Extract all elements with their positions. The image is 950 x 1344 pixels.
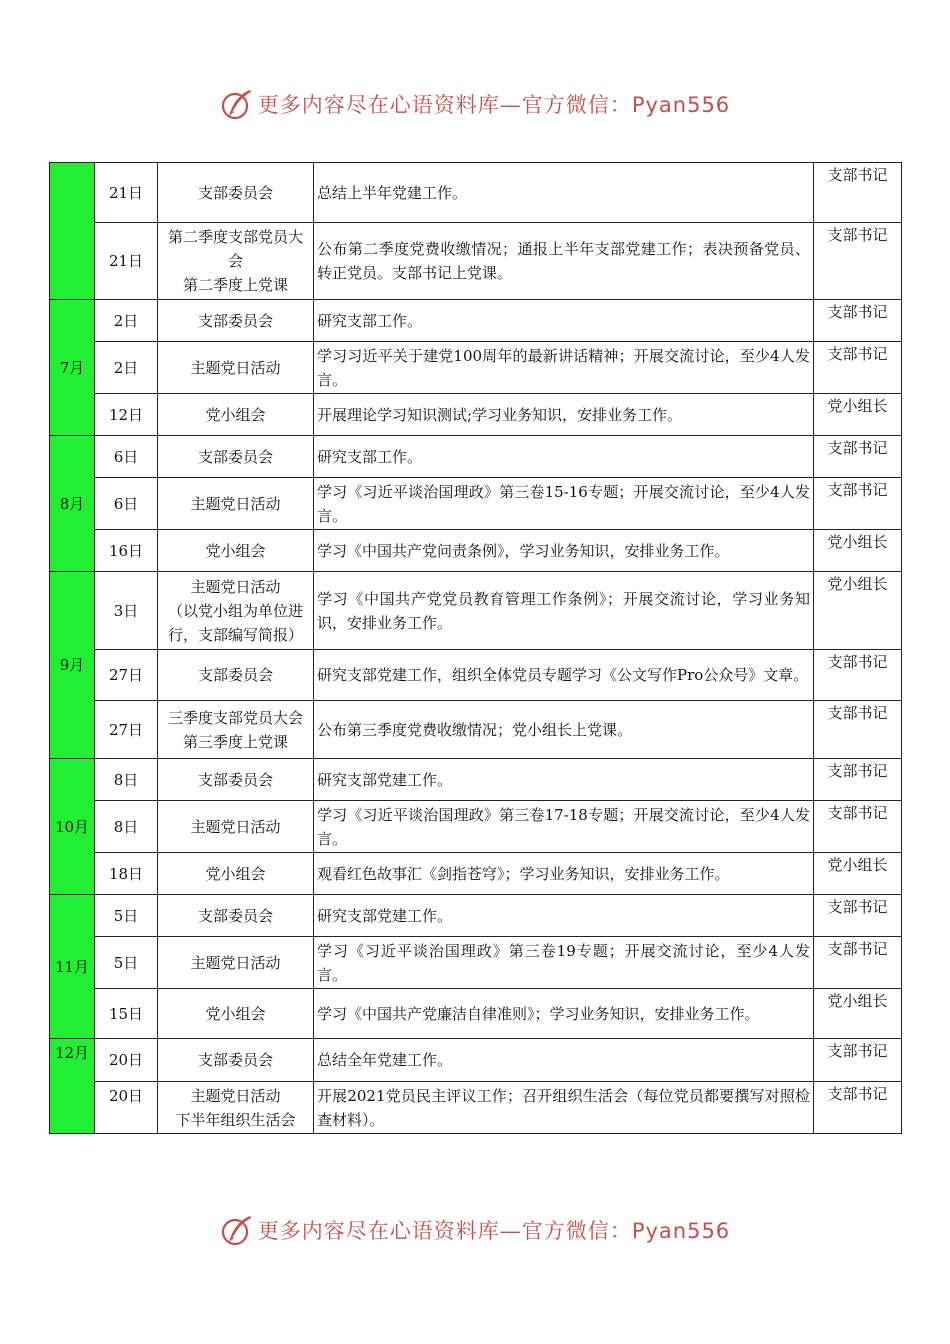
table-row (50, 572, 902, 650)
owner-cell: 党小组长 (814, 530, 902, 572)
owner-cell: 支部书记 (814, 895, 902, 937)
day-cell: 18日 (95, 853, 158, 895)
quill-logo-icon (220, 1213, 254, 1247)
day-cell: 8日 (95, 801, 158, 853)
day-cell: 8日 (95, 759, 158, 801)
meeting-type-cell: 支部委员会 (158, 650, 314, 701)
table-row (50, 1082, 902, 1134)
day-cell: 27日 (95, 650, 158, 701)
content-cell: 总结上半年党建工作。 (314, 163, 814, 223)
table-row (50, 937, 902, 989)
schedule-table (49, 162, 902, 1134)
table-row (50, 853, 902, 895)
content-cell: 开展2021党员民主评议工作；召开组织生活会（每位党员都要撰写对照检查材料）。 (314, 1082, 814, 1134)
footer-banner (0, 1210, 950, 1250)
meeting-type-cell: 党小组会 (158, 530, 314, 572)
owner-cell: 支部书记 (814, 650, 902, 701)
meeting-type-cell: 主题党日活动 (158, 801, 314, 853)
day-cell: 5日 (95, 895, 158, 937)
day-cell: 27日 (95, 701, 158, 759)
content-cell: 学习《习近平谈治国理政》第三卷15-16专题；开展交流讨论，至少4人发言。 (314, 478, 814, 530)
meeting-type-cell: 支部委员会 (158, 300, 314, 342)
day-cell: 15日 (95, 989, 158, 1039)
content-cell: 观看红色故事汇《剑指苍穹》；学习业务知识，安排业务工作。 (314, 853, 814, 895)
owner-cell: 支部书记 (814, 163, 902, 223)
content-cell: 研究支部党建工作。 (314, 759, 814, 801)
table-row (50, 895, 902, 937)
owner-cell: 支部书记 (814, 801, 902, 853)
owner-cell: 党小组长 (814, 989, 902, 1039)
day-cell: 21日 (95, 223, 158, 300)
meeting-type-cell: 第二季度支部党员大会 第二季度上党课 (158, 223, 314, 300)
content-cell: 公布第三季度党费收缴情况；党小组长上党课。 (314, 701, 814, 759)
table-row (50, 530, 902, 572)
owner-cell: 支部书记 (814, 342, 902, 394)
owner-cell: 支部书记 (814, 701, 902, 759)
meeting-type-cell: 主题党日活动 下半年组织生活会 (158, 1082, 314, 1134)
meeting-type-cell: 党小组会 (158, 853, 314, 895)
meeting-type-cell: 支部委员会 (158, 1039, 314, 1082)
meeting-type-cell: 支部委员会 (158, 436, 314, 478)
content-cell: 学习《中国共产党问责条例》，学习业务知识，安排业务工作。 (314, 530, 814, 572)
table-row (50, 478, 902, 530)
meeting-type-cell: 支部委员会 (158, 895, 314, 937)
table-row (50, 436, 902, 478)
table-row (50, 163, 902, 223)
day-cell: 6日 (95, 478, 158, 530)
meeting-type-cell: 三季度支部党员大会 第三季度上党课 (158, 701, 314, 759)
day-cell: 2日 (95, 342, 158, 394)
banner-text: 更多内容尽在心语资料库—官方微信：Pyan556 (257, 1219, 731, 1243)
meeting-type-cell: 主题党日活动 （以党小组为单位进行，支部编写简报） (158, 572, 314, 650)
table-row (50, 701, 902, 759)
content-cell: 研究支部工作。 (314, 436, 814, 478)
table-row (50, 1039, 902, 1082)
day-cell: 3日 (95, 572, 158, 650)
table-row (50, 759, 902, 801)
meeting-type-cell: 主题党日活动 (158, 937, 314, 989)
content-cell: 公布第二季度党费收缴情况；通报上半年支部党建工作；表决预备党员、转正党员。支部书记上党课。 (314, 223, 814, 300)
day-cell: 21日 (95, 163, 158, 223)
owner-cell: 支部书记 (814, 300, 902, 342)
table-row (50, 801, 902, 853)
owner-cell: 党小组长 (814, 853, 902, 895)
content-cell: 研究支部工作。 (314, 300, 814, 342)
header-banner (0, 84, 950, 124)
meeting-type-cell: 主题党日活动 (158, 478, 314, 530)
owner-cell: 支部书记 (814, 1039, 902, 1082)
content-cell: 学习《习近平谈治国理政》第三卷19专题；开展交流讨论，至少4人发言。 (314, 937, 814, 989)
owner-cell: 支部书记 (814, 937, 902, 989)
meeting-type-cell: 党小组会 (158, 394, 314, 436)
owner-cell: 支部书记 (814, 1082, 902, 1134)
owner-cell: 支部书记 (814, 759, 902, 801)
content-cell: 总结全年党建工作。 (314, 1039, 814, 1082)
table-row (50, 300, 902, 342)
day-cell: 20日 (95, 1039, 158, 1082)
table-row (50, 394, 902, 436)
day-cell: 6日 (95, 436, 158, 478)
month-label: 11月 (50, 895, 95, 1039)
day-cell: 16日 (95, 530, 158, 572)
meeting-type-cell: 支部委员会 (158, 759, 314, 801)
content-cell: 学习《习近平谈治国理政》第三卷17-18专题；开展交流讨论，至少4人发言。 (314, 801, 814, 853)
content-cell: 学习《中国共产党廉洁自律准则》；学习业务知识，安排业务工作。 (314, 989, 814, 1039)
month-label: 9月 (50, 572, 95, 759)
day-cell: 5日 (95, 937, 158, 989)
content-cell: 学习《中国共产党党员教育管理工作条例》；开展交流讨论，学习业务知识，安排业务工作。 (314, 572, 814, 650)
owner-cell: 支部书记 (814, 436, 902, 478)
quill-logo-icon (220, 87, 254, 121)
banner-text: 更多内容尽在心语资料库—官方微信：Pyan556 (257, 93, 731, 117)
month-cell (50, 163, 95, 300)
day-cell: 12日 (95, 394, 158, 436)
table-row (50, 650, 902, 701)
owner-cell: 党小组长 (814, 572, 902, 650)
owner-cell: 党小组长 (814, 394, 902, 436)
content-cell: 研究支部党建工作。 (314, 895, 814, 937)
month-label: 7月 (50, 300, 95, 436)
day-cell: 20日 (95, 1082, 158, 1134)
day-cell: 2日 (95, 300, 158, 342)
month-label: 8月 (50, 436, 95, 572)
content-cell: 开展理论学习知识测试;学习业务知识，安排业务工作。 (314, 394, 814, 436)
content-cell: 研究支部党建工作，组织全体党员专题学习《公文写作Pro公众号》文章。 (314, 650, 814, 701)
table-row (50, 342, 902, 394)
table-row (50, 989, 902, 1039)
table-row (50, 223, 902, 300)
meeting-type-cell: 主题党日活动 (158, 342, 314, 394)
content-cell: 学习习近平关于建党100周年的最新讲话精神；开展交流讨论，至少4人发言。 (314, 342, 814, 394)
meeting-type-cell: 党小组会 (158, 989, 314, 1039)
owner-cell: 支部书记 (814, 223, 902, 300)
month-label: 10月 (50, 759, 95, 895)
meeting-type-cell: 支部委员会 (158, 163, 314, 223)
owner-cell: 支部书记 (814, 478, 902, 530)
month-label: 12月 (50, 1039, 95, 1134)
